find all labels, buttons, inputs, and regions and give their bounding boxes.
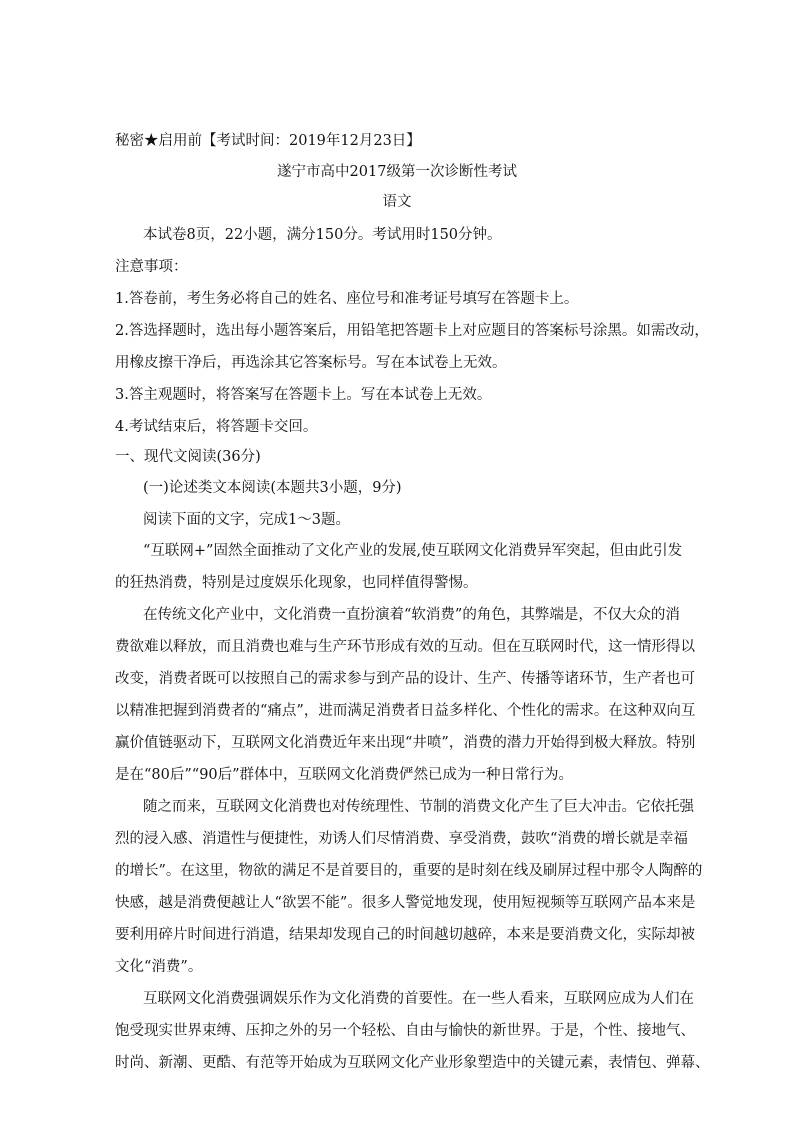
- exam-info: 本试卷8页，22小题，满分150分。考试用时150分钟。: [143, 227, 502, 243]
- passage-line: 烈的浸入感、消遣性与便捷性，劝诱人们尽情消费、享受消费，鼓吹“消费的增长就是幸福: [115, 831, 688, 847]
- note-item: 4.考试结束后，将答题卡交回。: [115, 419, 318, 435]
- note-item: 3.答主观题时，将答案写在答题卡上。写在本试卷上无效。: [115, 387, 492, 403]
- passage-line: 费欲难以释放，而且消费也难与生产环节形成有效的互动。但在互联网时代，这一情形得以: [115, 639, 695, 655]
- passage-line: 以精准把握到消费者的“痛点”，进而满足消费者日益多样化、个性化的需求。在这种双向互: [115, 703, 696, 719]
- passage-line: 随之而来，互联网文化消费也对传统理性、节制的消费文化产生了巨大冲击。它依托强: [143, 799, 694, 815]
- passage-line: 快感，越是消费便越让人“欲罢不能”。很多人警觉地发现，使用短视频等互联网产品本来是: [115, 895, 696, 911]
- subsection-title: (一)论述类文本阅读(本题共3小题，9分): [143, 480, 402, 496]
- passage-line: 赢价值链驱动下，互联网文化消费近年来出现“井喷”，消费的潜力开始得到极大释放。特别: [115, 735, 696, 751]
- passage-line: 在传统文化产业中，文化消费一直扮演着“软消费”的角色，其弊端是，不仅大众的消: [143, 607, 680, 623]
- section-title: 一、现代文阅读(36分): [115, 449, 261, 465]
- passage-line: 饱受现实世界束缚、压抑之外的另一个轻松、自由与愉快的新世界。于是，个性、接地气、: [115, 1023, 695, 1039]
- passage-line: 时尚、新潮、更酷、有范等开始成为互联网文化产业形象塑造中的关键元素，表情包、弹幕、: [115, 1055, 710, 1071]
- passage-line: 文化“消费”。: [115, 959, 203, 975]
- passage-line: “互联网+”固然全面推动了文化产业的发展,使互联网文化消费异军突起，但由此引发: [143, 543, 683, 559]
- passage-line: 是在“80后”“90后”群体中，互联网文化消费俨然已成为一种日常行为。: [115, 767, 574, 783]
- note-item: 1.答卷前，考生务必将自己的姓名、座位号和准考证号填写在答题卡上。: [115, 291, 579, 307]
- secret-line: 秘密★启用前【考试时间：2019年12月23日】: [115, 133, 421, 149]
- instruction: 阅读下面的文字，完成1～3题。: [143, 512, 350, 528]
- note-item: 2.答选择题时，选出每小题答案后，用铅笔把答题卡上对应题目的答案标号涂黑。如需改动，: [115, 323, 709, 339]
- passage-line: 互联网文化消费强调娱乐作为文化消费的首要性。在一些人看来，互联网应成为人们在: [143, 991, 694, 1007]
- note-item: 用橡皮擦干净后，再选涂其它答案标号。写在本试卷上无效。: [115, 355, 507, 371]
- passage-line: 的狂热消费，特别是过度娱乐化现象，也同样值得警惕。: [115, 575, 478, 591]
- subject-title: 语文: [382, 194, 412, 210]
- passage-line: 的增长”。在这里，物欲的满足不是首要目的，重要的是时刻在线及刷屏过程中那令人陶醉的: [115, 863, 703, 879]
- passage-line: 要利用碎片时间进行消遣，结果却发现自己的时间越切越碎，本来是要消费文化，实际却被: [115, 927, 695, 943]
- passage-line: 改变，消费者既可以按照自己的需求参与到产品的设计、生产、传播等诸环节，生产者也可: [115, 671, 695, 687]
- exam-title: 遂宁市高中2017级第一次诊断性考试: [277, 164, 517, 180]
- notes-heading: 注意事项：: [115, 259, 188, 275]
